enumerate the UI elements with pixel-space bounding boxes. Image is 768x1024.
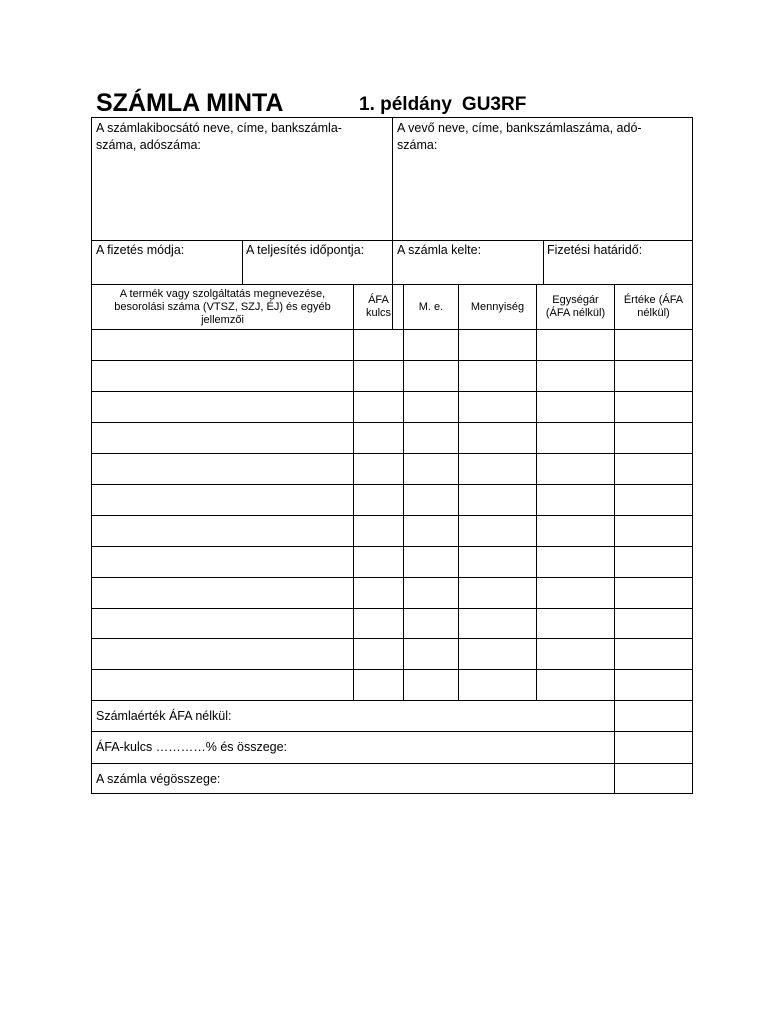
completion-date-label: A teljesítés időpontja: (246, 243, 365, 257)
col-header-net-value: Értéke (ÁFA nélkül) (623, 294, 684, 319)
payment-deadline-label: Fizetési határidő: (547, 243, 643, 257)
copy-label (359, 93, 526, 117)
payment-divider-1 (242, 240, 243, 284)
document-code: GU3RF (461, 94, 527, 115)
invoice-title: SZÁMLA MINTA (96, 89, 284, 117)
buyer-field-label: A vevő neve, címe, bankszámlaszáma, adó-száma: (397, 121, 642, 152)
table-row (92, 422, 692, 423)
table-row (92, 546, 692, 547)
invoice-form (91, 117, 693, 794)
col-header-unit-price: Egységár (ÁFA nélkül) (545, 294, 606, 319)
copy-number: 1. példány (359, 94, 452, 115)
col-header-unit: M. e. (418, 300, 444, 313)
table-row (92, 638, 692, 639)
table-row (92, 515, 692, 516)
net-total-label: Számlaérték ÁFA nélkül: (96, 708, 232, 723)
table-row (92, 329, 692, 330)
table-row (92, 484, 692, 485)
parties-bottom-border (92, 240, 692, 241)
table-row (92, 577, 692, 578)
table-row (92, 669, 692, 670)
col-header-description: A termék vagy szolgáltatás megnevezése, besorolási száma (VTSZ, SZJ, ÉJ) és egyéb jellemzői (114, 287, 331, 326)
invoice-date-label: A számla kelte: (397, 243, 482, 257)
table-row (92, 360, 692, 361)
payment-method-label: A fizetés módja: (96, 243, 185, 257)
table-row (92, 391, 692, 392)
payment-divider-2 (543, 240, 544, 284)
col-header-vat-rate: ÁFA kulcs (365, 294, 392, 319)
col-header-quantity: Mennyiség (470, 300, 525, 313)
seller-field-label: A számlakibocsátó neve, címe, bankszámla-száma, adószáma: (96, 121, 342, 152)
grand-total-label: A számla végösszege: (96, 771, 221, 786)
table-row (92, 453, 692, 454)
vat-amount-label: ÁFA-kulcs …………% és összege: (96, 740, 288, 754)
table-row (92, 608, 692, 609)
